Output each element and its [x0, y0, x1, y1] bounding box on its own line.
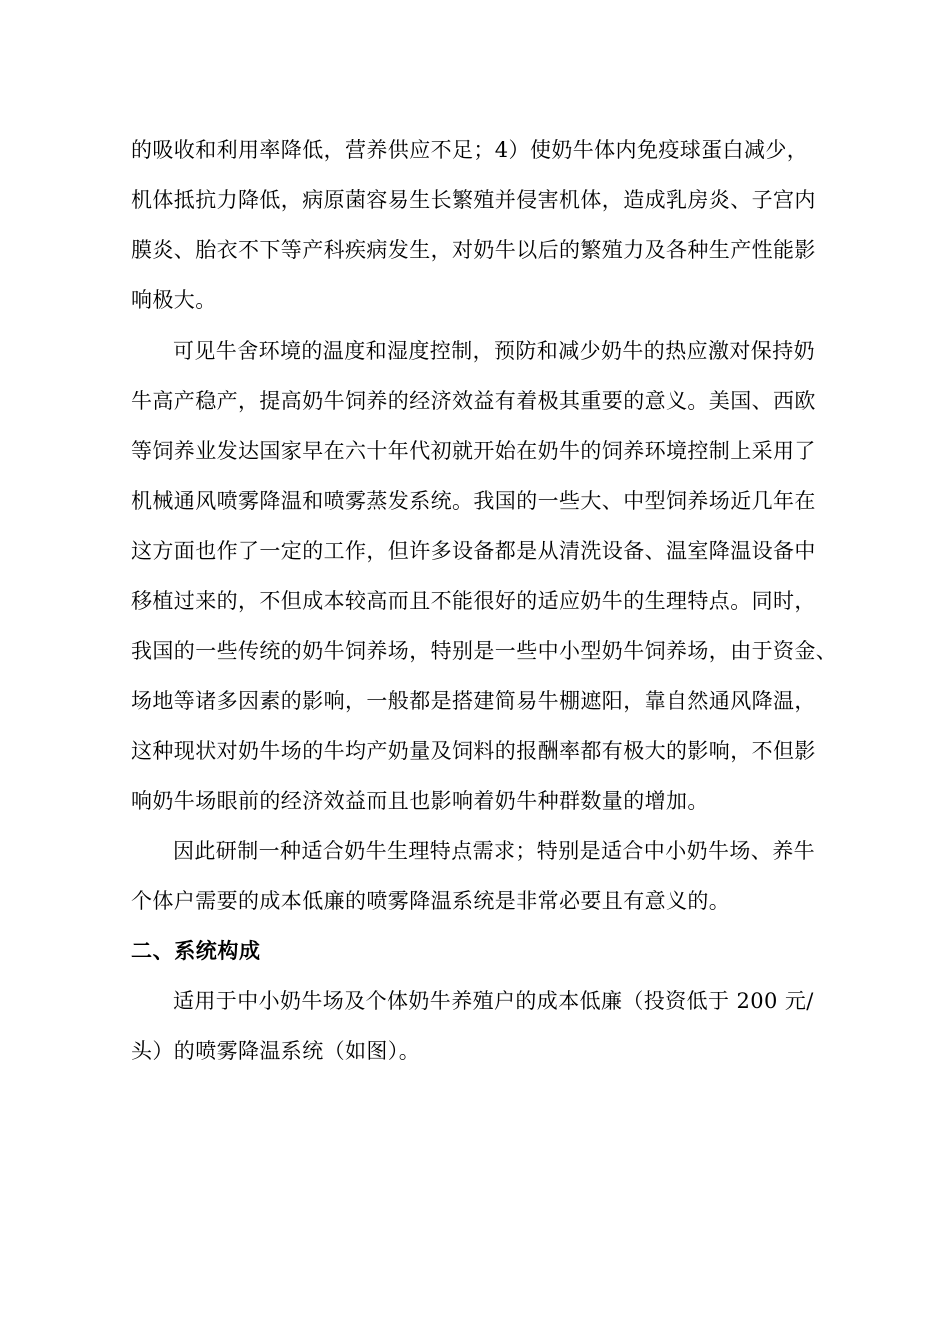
paragraph-line: 个体户需要的成本低廉的喷雾降温系统是非常必要且有意义的。: [131, 889, 731, 913]
paragraph-line: 牛高产稳产，提高奶牛饲养的经济效益有着极其重要的意义。美国、西欧: [131, 389, 816, 413]
paragraph-line: 这种现状对奶牛场的牛均产奶量及饲料的报酬率都有极大的影响，不但影: [131, 739, 816, 763]
paragraph-line: 头）的喷雾降温系统（如图）。: [131, 1039, 421, 1063]
paragraph-line: 响极大。: [131, 288, 217, 312]
paragraph-line: 我国的一些传统的奶牛饲养场，特别是一些中小型奶牛饲养场，由于资金、: [131, 639, 838, 663]
paragraph-line: 场地等诸多因素的影响，一般都是搭建简易牛棚遮阳，靠自然通风降温，: [131, 689, 816, 713]
paragraph-line: 可见牛舍环境的温度和湿度控制，预防和减少奶牛的热应激对保持奶: [173, 339, 815, 363]
paragraph-line: 移植过来的，不但成本较高而且不能很好的适应奶牛的生理特点。同时，: [131, 589, 816, 613]
paragraph-line: 膜炎、胎衣不下等产科疾病发生，对奶牛以后的繁殖力及各种生产性能影: [131, 238, 816, 262]
paragraph-line: 等饲养业发达国家早在六十年代初就开始在奶牛的饲养环境控制上采用了: [131, 439, 816, 463]
paragraph-line: 机械通风喷雾降温和喷雾蒸发系统。我国的一些大、中型饲养场近几年在: [131, 489, 816, 513]
paragraph-line: 适用于中小奶牛场及个体奶牛养殖户的成本低廉（投资低于 200 元/: [173, 989, 814, 1013]
section-heading: 二、系统构成: [131, 939, 261, 963]
paragraph-line: 机体抵抗力降低，病原菌容易生长繁殖并侵害机体，造成乳房炎、子宫内: [131, 188, 816, 212]
paragraph-line: 这方面也作了一定的工作，但许多设备都是从清洗设备、温室降温设备中: [131, 539, 816, 563]
paragraph-line: 因此研制一种适合奶牛生理特点需求；特别是适合中小奶牛场、养牛: [173, 839, 815, 863]
paragraph-line: 的吸收和利用率降低，营养供应不足；4）使奶牛体内免疫球蛋白减少，: [131, 138, 809, 162]
paragraph-line: 响奶牛场眼前的经济效益而且也影响着奶牛种群数量的增加。: [131, 789, 709, 813]
